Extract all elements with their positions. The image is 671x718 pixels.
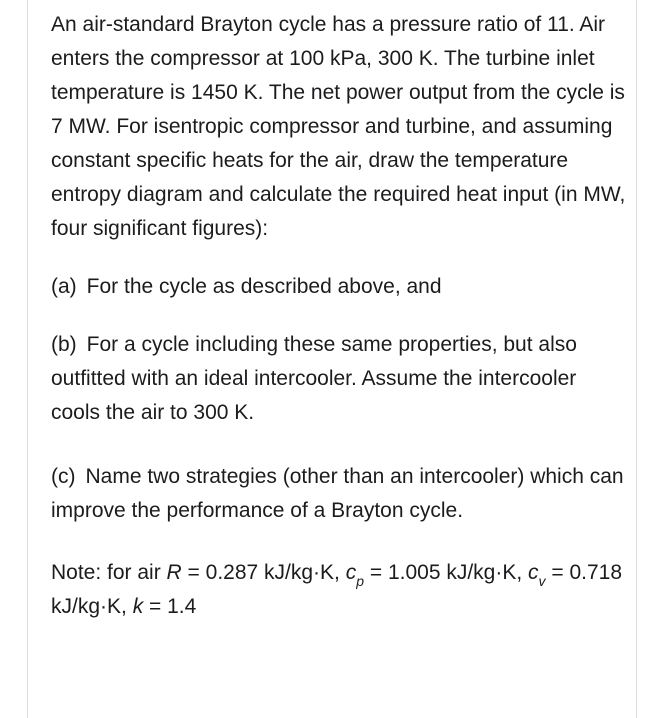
note-prefix: Note: for air [51, 561, 167, 584]
part-a-label: (a) [51, 275, 77, 298]
cv-symbol: c [528, 561, 539, 584]
note [51, 556, 631, 624]
k-value: = 1.4 [143, 595, 197, 618]
part-c-label: (c) [51, 465, 76, 488]
cp-subscript: p [356, 573, 365, 590]
cp-symbol: c [345, 561, 357, 584]
part-c-text: Name two strategies (other than an intercooler) which can improve the performance of a Brayton cycle. [51, 465, 624, 522]
problem-text [51, 8, 631, 624]
part-c [51, 460, 631, 528]
part-b-text: For a cycle including these same properties, but also outfitted with an ideal intercooler. Assume the intercooler cools the air to 300 K. [51, 333, 577, 424]
r-value: = 0.287 kJ/kg·K, [181, 561, 346, 584]
problem-intro: An air-standard Brayton cycle has a pressure ratio of 11. Air enters the compressor at 100 kPa, 300 K. The turbine inlet temperature is 1450 K. The net power output from the cycle is 7 MW. For isentropic compressor and turbine, and assuming constant specific heats for the air, draw the temperature entropy diagram and calculate the required heat input (in MW, four significant figures): [51, 13, 626, 240]
k-symbol: k [132, 595, 144, 618]
part-a-text: For the cycle as described above, and [86, 275, 442, 298]
cv-value: = 0.718 kJ/kg·K, [51, 561, 623, 618]
part-a [51, 270, 631, 304]
cv-subscript: v [538, 573, 546, 590]
part-b [51, 328, 631, 430]
cp-value: = 1.005 kJ/kg·K, [364, 561, 529, 584]
r-symbol: R [166, 561, 182, 584]
part-b-label: (b) [51, 333, 77, 356]
